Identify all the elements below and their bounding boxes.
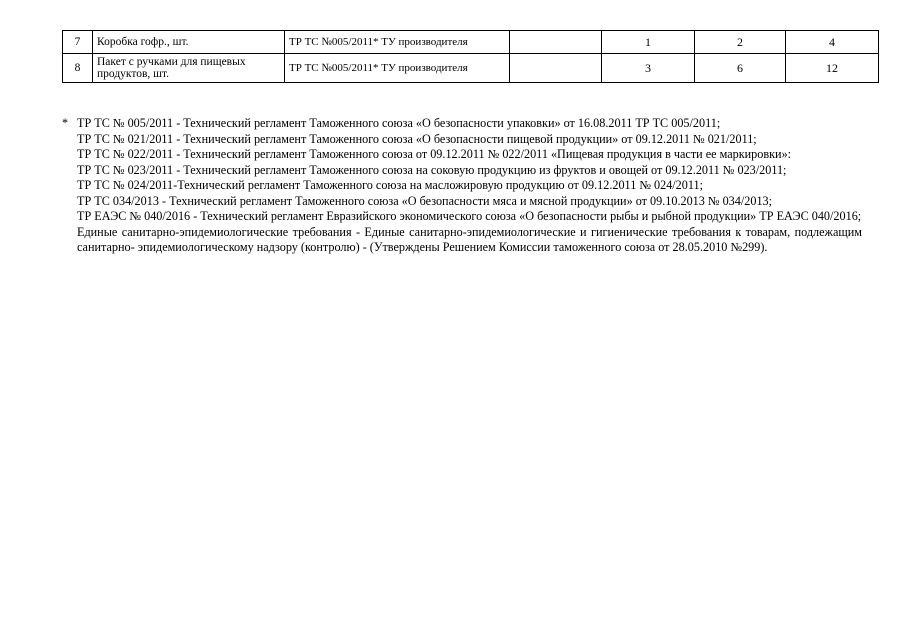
footnote-item: ТР ТС № 022/2011 - Технический регламент Таможенного союза от 09.12.2011 № 022/2011 «Пищевая продукция в части ее маркировки»: — [77, 147, 792, 161]
footnote-item: ТР ТС № 021/2011 - Технический регламент Таможенного союза «О безопасности пищевой продукции» от 09.12.2011 № 021/2011; — [77, 131, 757, 146]
product-name: Коробка гофр., шт. — [93, 31, 285, 54]
table-row — [63, 54, 879, 83]
footnote-star: * — [62, 116, 69, 130]
product-name: Пакет с ручками для пищевых продуктов, шт. — [93, 54, 285, 83]
row-number: 7 — [63, 31, 93, 54]
footnotes — [62, 116, 862, 256]
regulation-cell: ТР ТС №005/2011* ТУ производителя — [285, 31, 510, 54]
footnote-item: Единые санитарно-эпидемиологические требования - Единые санитарно-эпидемиологические и гигиенические требования к товарам, подлежащим санитарно- эпидемиологическому надзору (контролю) - (Утверждены Решением Комиссии таможенного союза от 28.05.2010 №299). — [77, 224, 862, 254]
quantity-cell-1: 3 — [602, 54, 695, 83]
regulation-cell: ТР ТС №005/2011* ТУ производителя — [285, 54, 510, 83]
quantity-cell-2: 6 — [695, 54, 786, 83]
table-row — [63, 31, 879, 54]
products-table — [62, 30, 879, 83]
footnote-text: ТР ТС № 005/2011 - Технический регламент Таможенного союза «О безопасности упаковки» от 16.08.2011 ТР ТС 005/2011; — [77, 116, 721, 130]
footnote-item: ТР ЕАЭС № 040/2016 - Технический регламент Евразийского экономического союза «О безопасности рыбы и рыбной продукции» ТР ЕАЭС 040/2016; — [77, 209, 862, 223]
quantity-cell-3: 4 — [786, 31, 879, 54]
footnote-item: ТР ТС № 023/2011 - Технический регламент Таможенного союза на соковую продукцию из фруктов и овощей от 09.12.2011 № 023/2011; — [77, 162, 787, 177]
empty-cell — [510, 54, 602, 83]
empty-cell — [510, 31, 602, 54]
footnote-item: ТР ТС 034/2013 - Технический регламент Таможенного союза «О безопасности мяса и мясной продукции» от 09.10.2013 № 034/2013; — [77, 193, 773, 208]
quantity-cell-2: 2 — [695, 31, 786, 54]
row-number: 8 — [63, 54, 93, 83]
quantity-cell-1: 1 — [602, 31, 695, 54]
quantity-cell-3: 12 — [786, 54, 879, 83]
footnote-item: ТР ТС № 024/2011-Технический регламент Таможенного союза на масложировую продукцию от 09.12.2011 № 024/2011; — [77, 178, 703, 192]
footnote-item — [62, 116, 862, 132]
